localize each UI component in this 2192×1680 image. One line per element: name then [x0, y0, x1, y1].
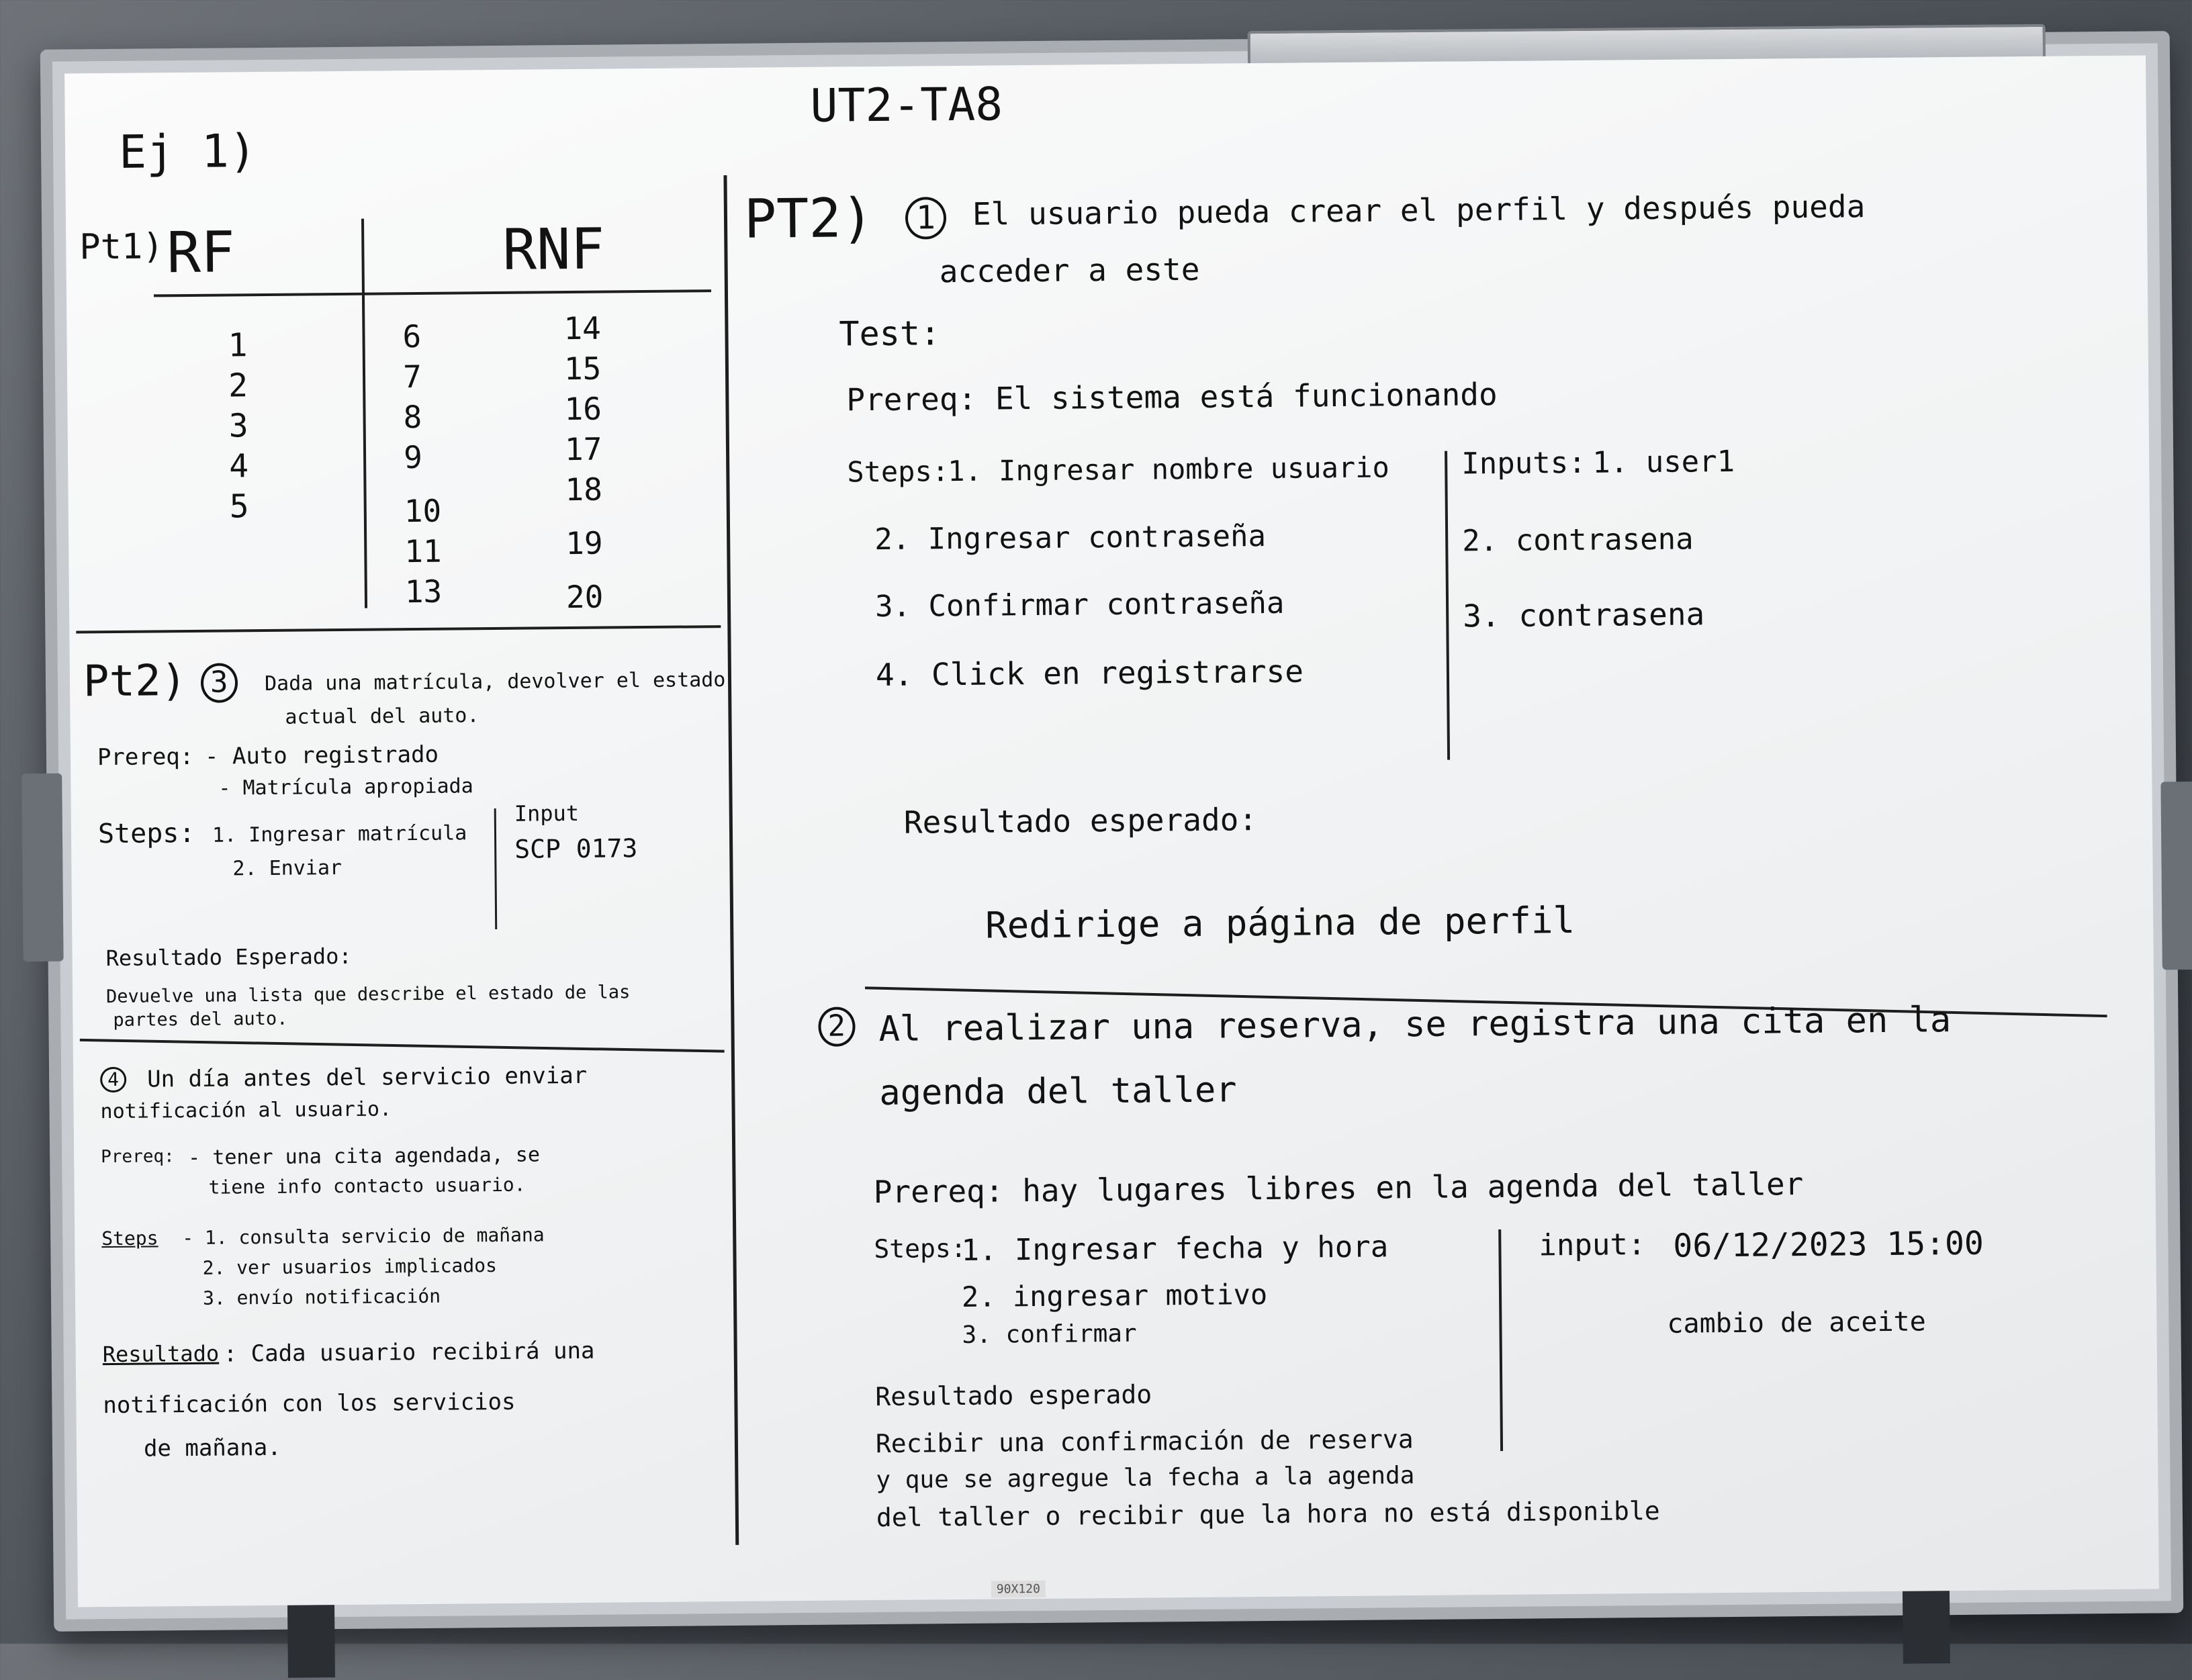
- item-2-input-label: input:: [1539, 1227, 1646, 1263]
- item-1-input-3: 3. contrasena: [1462, 596, 1705, 635]
- rf-value: 5: [229, 487, 249, 526]
- pt2-right-label: PT2): [743, 187, 874, 250]
- item-1-input-2: 2. contrasena: [1462, 522, 1694, 559]
- item-2-prereq: Prereq: hay lugares libres en la agenda del taller: [873, 1166, 1804, 1211]
- item-4-prereq-label: Prereq:: [101, 1146, 175, 1168]
- left-mount-clip: [21, 774, 63, 962]
- rf-value: 4: [228, 447, 249, 485]
- pt2-3-result-label: Resultado Esperado:: [105, 943, 352, 972]
- pt2-3-step-2: 2. Enviar: [232, 856, 342, 881]
- item-4-result-label: Resultado: [102, 1340, 220, 1368]
- pt1-label: Pt1): [79, 226, 164, 268]
- rnf-value: 8: [403, 398, 422, 436]
- item-2-step-1: 1. Ingresar fecha y hora: [961, 1229, 1389, 1268]
- item-4-desc-line1: Un día antes del servicio enviar: [146, 1062, 588, 1093]
- table-header-rule: [154, 289, 711, 297]
- main-divider: [723, 175, 739, 1545]
- rnf-value: 17: [564, 430, 602, 468]
- item-1-desc-line2: acceder a este: [939, 250, 1200, 290]
- item-4-step-3: 3. envío notificación: [202, 1285, 441, 1309]
- right-mount-clip: [2160, 782, 2192, 970]
- stand-leg-right: [1903, 1583, 1950, 1664]
- item-4-prereq-line1: - tener una cita agendada, se: [188, 1143, 541, 1170]
- pt2-3-result-line1: Devuelve una lista que describe el estado de las: [105, 982, 631, 1008]
- item-2-result-line2: y que se agregue la fecha a la agenda: [876, 1462, 1415, 1495]
- whiteboard: [40, 31, 2183, 1632]
- input-divider: [494, 808, 498, 929]
- rnf-value: 20: [565, 578, 604, 616]
- rnf-value: 13: [404, 573, 443, 610]
- pt2-3-prereq-2: - Matrícula apropiada: [218, 774, 473, 800]
- item-2-step-3: 3. confirmar: [962, 1319, 1137, 1349]
- rnf-value: 7: [402, 358, 422, 395]
- exercise-heading: Ej 1): [118, 125, 257, 179]
- item-4-steps-label: Steps: [101, 1227, 158, 1250]
- rnf-value: 11: [404, 532, 442, 570]
- rnf-header: RNF: [502, 216, 605, 283]
- item-1-result-value: Redirige a página de perfil: [985, 898, 1575, 947]
- item-1-step-4: 4. Click en registrarse: [875, 653, 1304, 694]
- pt2-3-desc-line2: actual del auto.: [285, 704, 479, 729]
- item-1-inputs-label: Inputs:: [1461, 445, 1586, 481]
- rf-value: 3: [228, 407, 248, 445]
- pt2-3-desc-line1: Dada una matrícula, devolver el estado: [264, 668, 726, 696]
- pt2-3-steps-label: Steps:: [97, 817, 195, 850]
- rf-header: RF: [166, 219, 236, 286]
- item-4-step-2: 2. ver usuarios implicados: [202, 1254, 498, 1279]
- stand-leg-left: [287, 1597, 335, 1678]
- inputs-divider: [1498, 1229, 1503, 1451]
- board-size-label: 90X120: [991, 1581, 1046, 1598]
- section-divider: [80, 1039, 725, 1053]
- rf-value: 1: [228, 326, 248, 365]
- item-2-input-value2: cambio de aceite: [1667, 1306, 1926, 1340]
- item-2-steps-label: Steps:: [874, 1233, 966, 1264]
- rnf-value: 6: [402, 318, 422, 355]
- item-1-step-3: 3. Confirmar contraseña: [874, 586, 1285, 624]
- item-2-desc-line1: Al realizar una reserva, se registra una cita en la: [878, 1000, 1952, 1050]
- rf-value: 2: [228, 367, 248, 405]
- item-1-result-label: Resultado esperado:: [903, 801, 1258, 841]
- pt2-3-result-line2: partes del auto.: [113, 1008, 288, 1031]
- item-4-result-line2: notificación con los servicios: [103, 1388, 516, 1419]
- item-1-input-1: 1. user1: [1592, 444, 1735, 480]
- item-4-prereq-line2: tiene info contacto usuario.: [208, 1173, 526, 1199]
- rnf-value: 9: [403, 438, 423, 476]
- pt2-3-prereq-label: Prereq:: [97, 743, 194, 772]
- item-2-input-value: 06/12/2023 15:00: [1673, 1224, 1984, 1265]
- rnf-value: 10: [404, 492, 442, 530]
- board-surface: [64, 56, 2159, 1607]
- rnf-value: 16: [564, 390, 602, 428]
- item-4-result-line1: : Cada usuario recibirá una: [223, 1337, 595, 1368]
- item-2-result-line3: del taller o recibir que la hora no está disponible: [876, 1495, 1660, 1533]
- pt2-3-input-label: Input: [514, 800, 580, 827]
- item-1-test-label: Test:: [839, 314, 941, 354]
- item-2-result-line1: Recibir una confirmación de reserva: [875, 1424, 1414, 1459]
- item-2-step-2: 2. ingresar motivo: [961, 1278, 1268, 1313]
- rnf-value: 18: [565, 471, 603, 508]
- item-number-circle: 1: [905, 197, 946, 240]
- pt2-3-label: Pt2): [83, 656, 187, 707]
- item-1-steps-label: Steps:: [847, 455, 950, 489]
- item-2-desc-line2: agenda del taller: [879, 1070, 1237, 1114]
- rnf-value: 15: [563, 350, 602, 387]
- item-1-step-1: 1. Ingresar nombre usuario: [948, 451, 1389, 488]
- rnf-value: 19: [565, 524, 603, 562]
- item-4-result-line3: de mañana.: [143, 1434, 281, 1462]
- board-title: UT2-TA8: [810, 78, 1003, 133]
- inputs-divider: [1445, 451, 1450, 760]
- item-number-circle: 3: [201, 663, 238, 702]
- pt2-3-input-value: SCP 0173: [514, 833, 638, 864]
- item-number-circle: 4: [100, 1067, 126, 1093]
- section-divider: [76, 625, 721, 633]
- pt2-3-step-1: 1. Ingresar matrícula: [212, 821, 467, 847]
- item-2-result-label: Resultado esperado: [875, 1379, 1152, 1412]
- rnf-value: 14: [563, 310, 602, 347]
- item-1-step-2: 2. Ingresar contraseña: [874, 518, 1267, 557]
- pt2-3-prereq-1: - Auto registrado: [204, 741, 439, 770]
- table-column-rule: [361, 219, 367, 608]
- item-1-prereq: Prereq: El sistema está funcionando: [846, 375, 1498, 418]
- item-4-step-1: - 1. consulta servicio de mañana: [182, 1223, 545, 1250]
- item-number-circle: 2: [818, 1007, 855, 1046]
- item-4-desc-line2: notificación al usuario.: [100, 1097, 392, 1124]
- item-1-desc-line1: El usuario pueda crear el perfil y después pueda: [972, 188, 1866, 232]
